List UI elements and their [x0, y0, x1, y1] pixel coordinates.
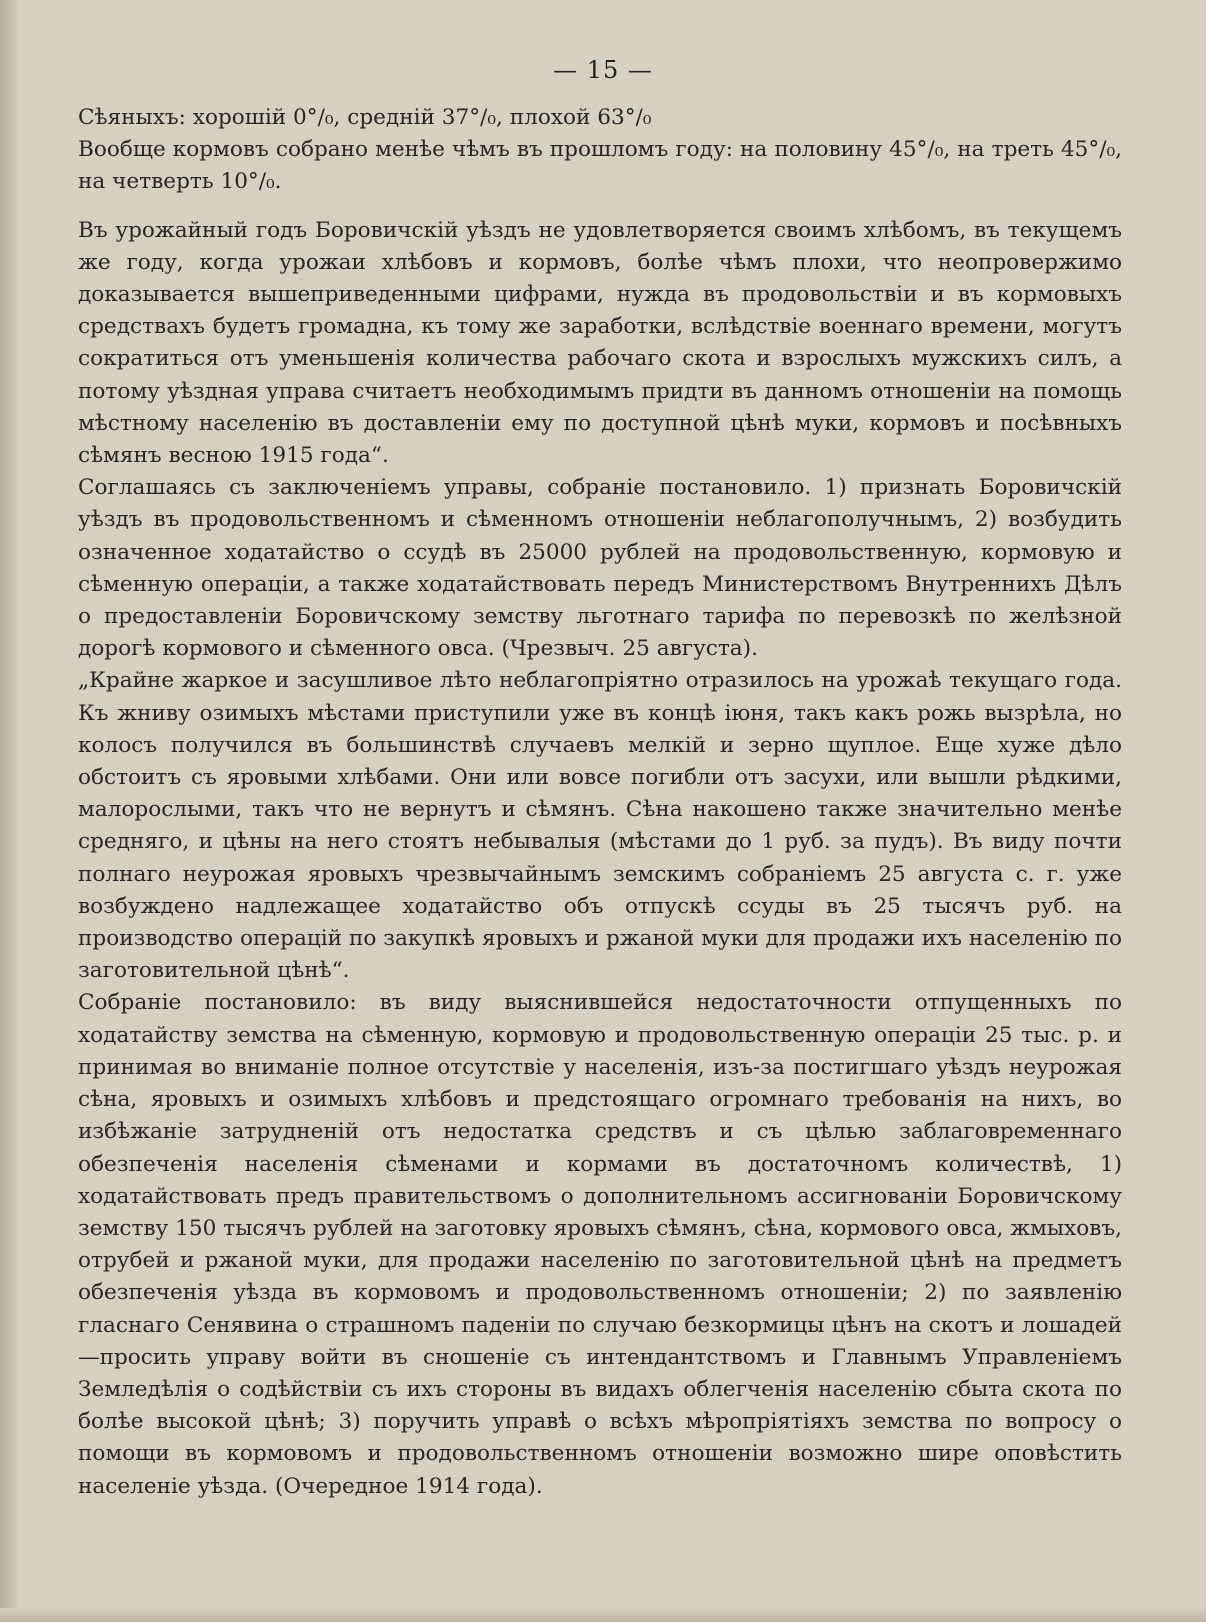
- page-number: — 15 —: [553, 56, 653, 84]
- paragraph-assembly-resolution-1: Соглашаясь съ заключеніемъ управы, собраніе постановило. 1) признать Боровичскій уѣздъ въ продовольственномъ и сѣменномъ отношеніи неблагополучнымъ, 2) возбудить означенное ходатайство о ссудѣ въ 25000 рублей на продовольственную, кормовую и сѣменную операціи, а также ходатайствовать передъ Министерствомъ Внутреннихъ Дѣлъ о предоставленіи Боровичскому земству льготнаго тарифа по перевозкѣ по желѣзной дорогѣ кормового и сѣменного овса. (Чрезвыч. 25 августа).: [78, 475, 1122, 662]
- paragraph-drought-report: „Крайне жаркое и засушливое лѣто неблагопріятно отразилось на урожаѣ текущаго года. Къ жниву озимыхъ мѣстами приступили уже въ концѣ іюня, такъ какъ рожь вызрѣла, но колосъ получился въ большинствѣ случаевъ мелкій и зерно щуплое. Еще хуже дѣло обстоитъ съ яровыми хлѣбами. Они или вовсе погибли отъ засухи, или вышли рѣдкими, малорослыми, такъ что не вернутъ и сѣмянъ. Сѣна накошено также значительно менѣе средняго, и цѣны на него стоятъ небывалыя (мѣстами до 1 руб. за пудъ). Въ виду почти полнаго неурожая яровыхъ чрезвычайнымъ земскимъ собраніемъ 25 августа с. г. уже возбуждено надлежащее ходатайство объ отпускѣ ссуды въ 25 тысячъ руб. на производство операцій по закупкѣ яровыхъ и ржаной муки для продажи ихъ населенію по заготовительной цѣнѣ“.: [78, 668, 1122, 984]
- page-bottom-edge: [0, 1608, 1206, 1622]
- paragraph-assembly-resolution-2: Собраніе постановило: въ виду выяснившейся недостаточности отпущенныхъ по ходатайству земства на сѣменную, кормовую и продовольственную операціи 25 тыс. р. и принимая во вниманіе полное отсутствіе у населенія, изъ-за постигшаго уѣздъ неурожая сѣна, яровыхъ и озимыхъ хлѣбовъ и предстоящаго огромнаго требованія на нихъ, во избѣжаніе затрудненій отъ недостатка средствъ и съ цѣлью заблаговременнаго обезпеченія населенія сѣменами и кормами въ достаточномъ количествѣ, 1) ходатайствовать предъ правительствомъ о дополнительномъ ассигнованіи Боровичскому земству 150 тысячъ рублей на заготовку яровыхъ сѣмянъ, сѣна, кормового овса, жмыховъ, отрубей и ржаной муки, для продажи населенію по заготовительной цѣнѣ на предметъ обезпеченія уѣзда въ кормовомъ и продовольственномъ отношеніи; 2) по заявленію гласнаго Сенявина о страшномъ паденіи по случаю безкормицы цѣнъ на скотъ и лошадей—просить управу войти въ сношеніе съ интендантствомъ и Главнымъ Управленіемъ Земледѣлія о содѣйствіи съ ихъ стороны въ видахъ облегченія населенію сбыта скота по болѣе высокой цѣнѣ; 3) поручить управѣ о всѣхъ мѣропріятіяхъ земства по вопросу о помощи въ кормовомъ и продовольственномъ отношеніи возможно шире оповѣстить населеніе уѣзда. (Очередное 1914 года).: [78, 990, 1122, 1499]
- page-left-edge: [0, 0, 18, 1622]
- paragraph-sown-quality: Сѣяныхъ: хорошій 0°/₀, средній 37°/₀, плохой 63°/₀: [78, 105, 652, 130]
- paragraph-harvest-need: Въ урожайный годъ Боровичскій уѣздъ не удовлетворяется своимъ хлѣбомъ, въ текущемъ же году, когда урожаи хлѣбовъ и кормовъ, болѣе чѣмъ плохи, что неопровержимо доказывается вышеприведенными цифрами, нужда въ продовольствіи и въ кормовыхъ средствахъ будетъ громадна, къ тому же заработки, вслѣдствіе военнаго времени, могутъ сократиться отъ уменьшенія количества рабочаго скота и взрослыхъ мужскихъ силъ, а потому уѣздная управа считаетъ необходимымъ придти въ данномъ отношеніи на помощь мѣстному населенію въ доставленіи ему по доступной цѣнѣ муки, кормовъ и посѣвныхъ сѣмянъ весною 1915 года“.: [78, 217, 1122, 469]
- body-text: [78, 102, 1122, 1503]
- paragraph-fodder-collected: Вообще кормовъ собрано менѣе чѣмъ въ прошломъ году: на половину 45°/₀, на треть 45°/₀, на четверть 10°/₀.: [78, 137, 1122, 195]
